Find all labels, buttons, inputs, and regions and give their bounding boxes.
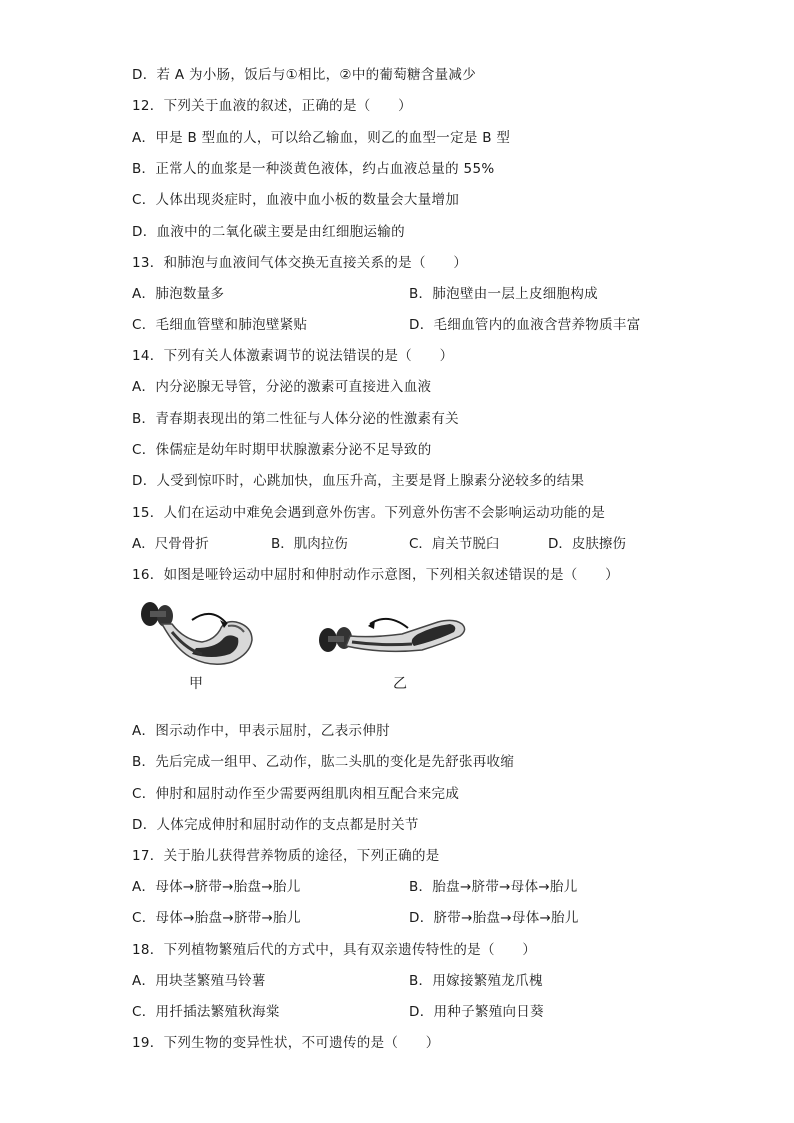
question-19: 19．下列生物的变异性状，不可遗传的是（ ） [132, 1035, 440, 1051]
q14-option-d: D．人受到惊吓时，心跳加快，血压升高，主要是肾上腺素分泌较多的结果 [132, 473, 585, 489]
q16-option-b: B．先后完成一组甲、乙动作，肱二头肌的变化是先舒张再收缩 [132, 754, 515, 770]
q13-option-d: D．毛细血管内的血液含营养物质丰富 [409, 317, 641, 333]
figure-label-yi: 乙 [393, 676, 407, 692]
question-12: 12．下列关于血液的叙述，正确的是（ ） [132, 98, 412, 114]
q18-option-b: B．用嫁接繁殖龙爪槐 [409, 973, 543, 989]
arm-flexion-diagram [141, 602, 252, 664]
question-14: 14．下列有关人体激素调节的说法错误的是（ ） [132, 348, 454, 364]
q13-option-c: C．毛细血管壁和肺泡壁紧贴 [132, 317, 308, 333]
figure-label-jia: 甲 [189, 676, 203, 692]
arm-extension-diagram [319, 619, 465, 652]
q12-option-d: D．血液中的二氧化碳主要是由红细胞运输的 [132, 224, 405, 240]
q18-option-a: A．用块茎繁殖马铃薯 [132, 973, 266, 989]
q18-option-d: D．用种子繁殖向日葵 [409, 1004, 544, 1020]
question-18: 18．下列植物繁殖后代的方式中，具有双亲遗传特性的是（ ） [132, 942, 537, 958]
q15-option-c: C．肩关节脱臼 [409, 536, 500, 552]
q12-option-c: C．人体出现炎症时，血液中血小板的数量会大量增加 [132, 192, 460, 208]
q17-option-a: A．母体→脐带→胎盘→胎儿 [132, 879, 301, 895]
q13-option-b: B．肺泡壁由一层上皮细胞构成 [409, 286, 598, 302]
q14-option-a: A．内分泌腺无导管，分泌的激素可直接进入血液 [132, 379, 432, 395]
question-17: 17．关于胎儿获得营养物质的途径，下列正确的是 [132, 848, 440, 864]
question-16: 16．如图是哑铃运动中屈肘和伸肘动作示意图，下列相关叙述错误的是（ ） [132, 567, 619, 583]
q17-option-b: B．胎盘→脐带→母体→胎儿 [409, 879, 578, 895]
q13-option-a: A．肺泡数量多 [132, 286, 225, 302]
q14-option-c: C．侏儒症是幼年时期甲状腺激素分泌不足导致的 [132, 442, 432, 458]
q16-option-c: C．伸肘和屈肘动作至少需要两组肌肉相互配合来完成 [132, 786, 460, 802]
q12-option-b: B．正常人的血浆是一种淡黄色液体，约占血液总量的 55% [132, 161, 495, 177]
q16-option-d: D．人体完成伸肘和屈肘动作的支点都是肘关节 [132, 817, 419, 833]
question-15: 15．人们在运动中难免会遇到意外伤害。下列意外伤害不会影响运动功能的是 [132, 505, 606, 521]
q14-option-b: B．青春期表现出的第二性征与人体分泌的性激素有关 [132, 411, 459, 427]
question-13: 13．和肺泡与血液间气体交换无直接关系的是（ ） [132, 255, 468, 271]
q18-option-c: C．用扦插法繁殖秋海棠 [132, 1004, 280, 1020]
q17-option-d: D．脐带→胎盘→母体→胎儿 [409, 910, 579, 926]
q16-option-a: A．图示动作中，甲表示屈肘，乙表示伸肘 [132, 723, 390, 739]
q17-option-c: C．母体→胎盘→脐带→胎儿 [132, 910, 301, 926]
q15-option-d: D．皮肤擦伤 [548, 536, 626, 552]
q11-option-d: D．若 A 为小肠，饭后与①相比，②中的葡萄糖含量减少 [132, 67, 477, 83]
dumbbell-arm-figure [132, 596, 492, 706]
q12-option-a: A．甲是 B 型血的人，可以给乙输血，则乙的血型一定是 B 型 [132, 130, 511, 146]
arm-diagrams [132, 596, 492, 706]
q15-option-a: A．尺骨骨折 [132, 536, 209, 552]
q15-option-b: B．肌肉拉伤 [271, 536, 348, 552]
